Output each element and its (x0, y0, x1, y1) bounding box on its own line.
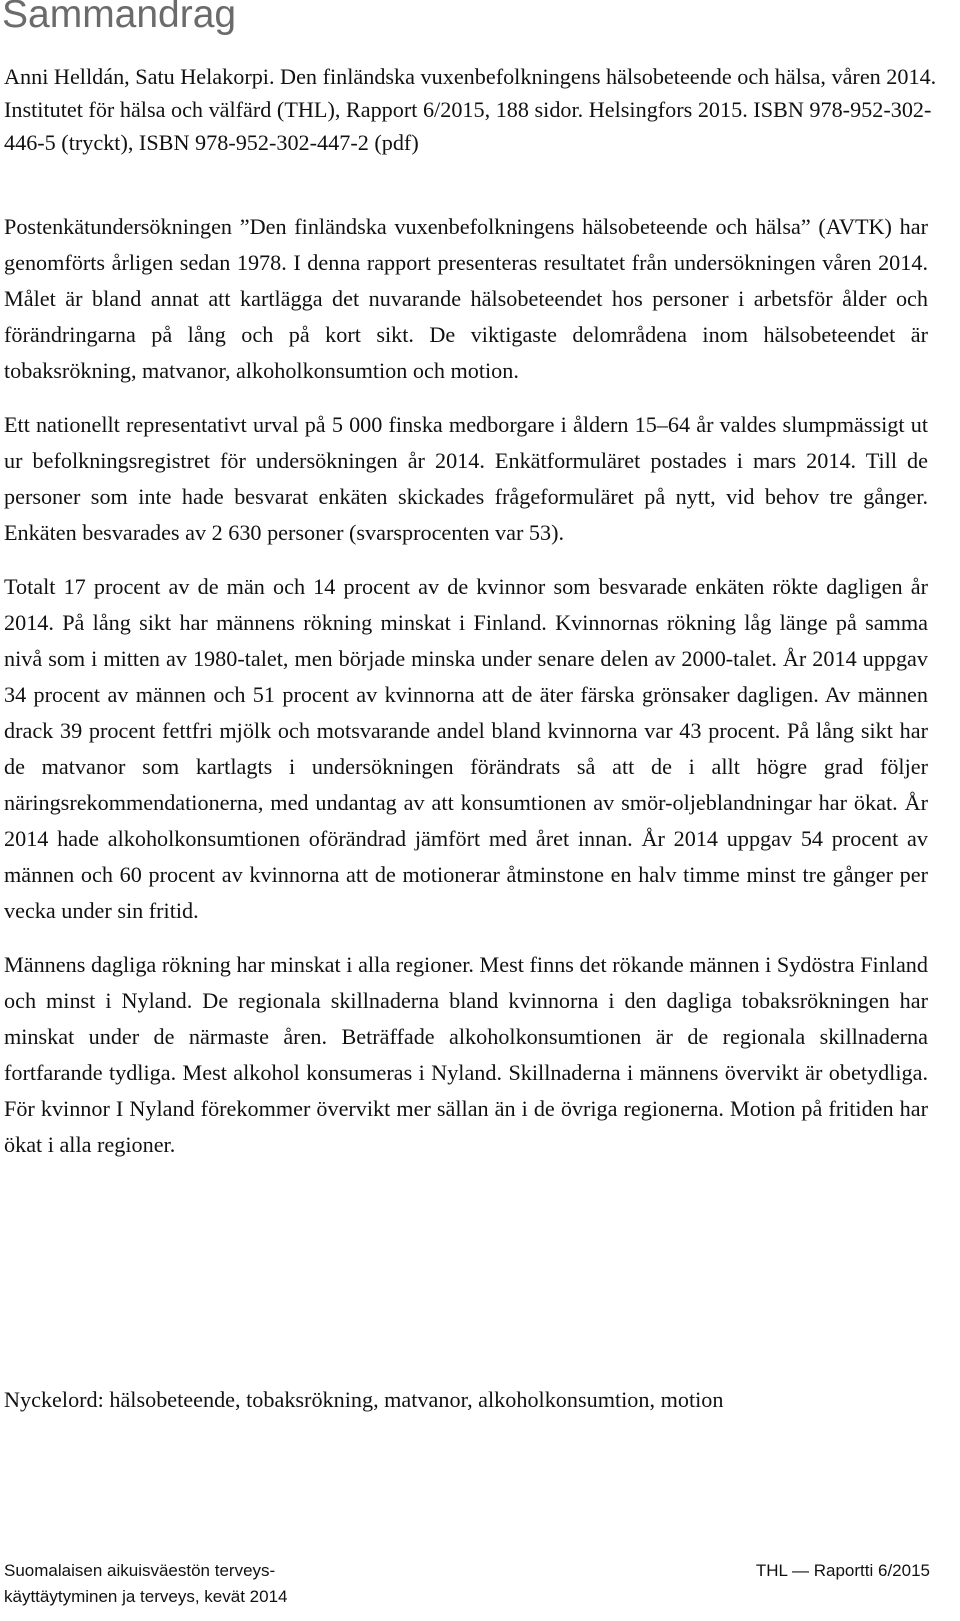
footer-title-line-1: Suomalaisen aikuisväestön terveys- (4, 1561, 276, 1580)
citation-text: Anni Helldán, Satu Helakorpi. Den finländska vuxenbefolkningens hälsobeteende och hälsa, våren 2014. Institutet för hälsa och välfärd (THL), Rapport 6/2015, 188 sidor. Helsingfors 2015. ISBN 978-952-302-446-5 (tryckt), ISBN 978-952-302-447-2 (pdf) (4, 64, 937, 155)
page-title: Sammandrag (2, 0, 237, 36)
paragraph-survey-intro: Postenkätundersökningen ”Den finländska vuxenbefolkningens hälsobeteende och hälsa” (AVTK) har genomförts årligen sedan 1978. I denna rapport presenteras resultatet från undersökningen våren 2014. Målet är bland annat att kartlägga det nuvarande hälsobeteendet hos personer i arbetsför ålder och förändringarna på lång och på kort sikt. De viktigaste delområdena inom hälsobeteendet är tobaksrökning, matvanor, alkoholkonsumtion och motion. (4, 214, 928, 383)
paragraph-regional: Männens dagliga rökning har minskat i alla regioner. Mest finns det rökande männen i Sydöstra Finland och minst i Nyland. De regionala skillnaderna bland kvinnorna i den dagliga tobaksrökningen har minskat under de närmaste åren. Beträffade alkoholkonsumtionen är de regionala skillnaderna fortfarande tydliga. Mest alkohol konsumeras i Nyland. Skillnaderna i männens övervikt är obetydliga. För kvinnor I Nyland förekommer övervikt mer sällan än i de övriga regionerna. Motion på fritiden har ökat i alla regioner. (4, 952, 928, 1157)
summary-body (4, 209, 928, 1181)
footer-title-line-2: käyttäytyminen ja terveys, kevät 2014 (4, 1587, 288, 1606)
paragraph-results: Totalt 17 procent av de män och 14 procent av de kvinnor som besvarade enkäten rökte dagligen år 2014. På lång sikt har männens rökning minskat i Finland. Kvinnornas rökning låg länge på samma nivå som i mitten av 1980-talet, men började minska under senare delen av 2000-talet. År 2014 uppgav 34 procent av männen och 51 procent av kvinnorna att de äter färska grönsaker dagligen. Av männen drack 39 procent fettfri mjölk och motsvarande andel bland kvinnorna var 43 procent. På lång sikt har de matvanor som kartlagts i undersökningen förändrats så att de i allt högre grad följer näringsrekommendationerna, med undantag av att konsumtionen av smör-oljeblandningar har ökat. År 2014 hade alkoholkonsumtionen oförändrad jämfört med året innan. År 2014 uppgav 54 procent av männen och 60 procent av kvinnorna att de motionerar åtminstone en halv timme minst tre gånger per vecka under sin fritid. (4, 574, 928, 923)
footer-report-number: THL — Raportti 6/2015 (755, 1561, 930, 1580)
footer-publication-title (4, 1558, 287, 1610)
paragraph-sample: Ett nationellt representativt urval på 5 000 finska medborgare i åldern 15–64 år valdes slumpmässigt ut ur befolkningsregistret för undersökningen år 2014. Enkätformuläret postades i mars 2014. Till de personer som inte hade besvarat enkäten skickades frågeformuläret på nytt, vid behov tre gånger. Enkäten besvarades av 2 630 personer (svarsprocenten var 53). (4, 412, 928, 545)
keywords-line: Nyckelord: hälsobeteende, tobaksrökning, matvanor, alkoholkonsumtion, motion (4, 1387, 724, 1412)
